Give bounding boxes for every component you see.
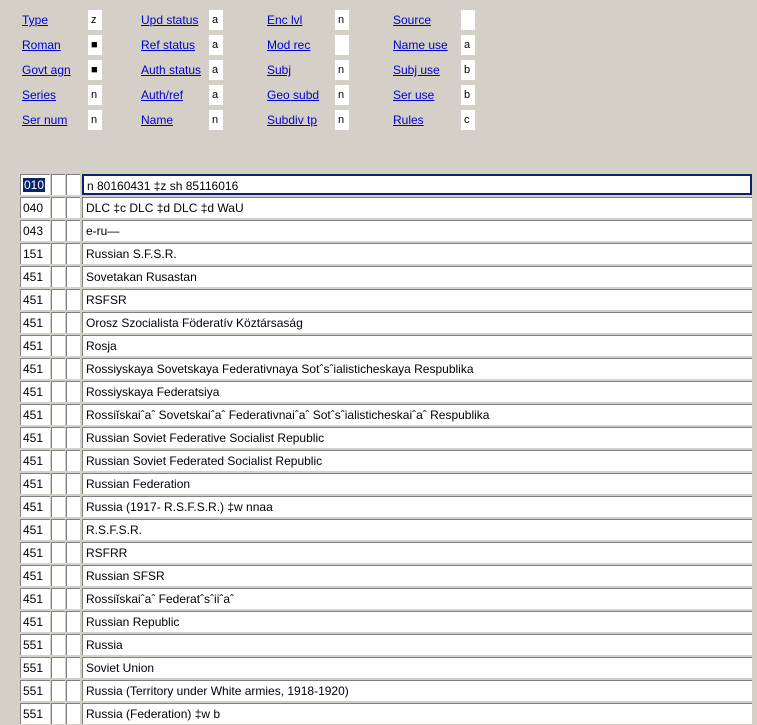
indicator-2-cell[interactable]	[66, 289, 80, 310]
indicator-1-cell[interactable]	[51, 289, 65, 310]
indicator-2-cell[interactable]	[66, 496, 80, 517]
tag-cell[interactable]: 040	[20, 197, 50, 218]
table-row[interactable]	[0, 289, 757, 311]
content-cell[interactable]: DLC ‡c DLC ‡d DLC ‡d WaU	[82, 197, 752, 218]
field-value-subj[interactable]: n	[335, 60, 349, 80]
indicator-2-cell[interactable]	[66, 381, 80, 402]
indicator-1-cell[interactable]	[51, 657, 65, 678]
tag-cell[interactable]: 451	[20, 427, 50, 448]
field-value-enc-lvl[interactable]: n	[335, 10, 349, 30]
indicator-1-cell[interactable]	[51, 243, 65, 264]
table-row[interactable]	[0, 680, 757, 702]
table-row[interactable]	[0, 312, 757, 334]
field-value-source[interactable]	[461, 10, 475, 30]
field-value-subdiv-tp[interactable]: n	[335, 110, 349, 130]
field-label-upd-status[interactable]: Upd status	[141, 13, 199, 27]
tag-cell[interactable]: 551	[20, 657, 50, 678]
indicator-1-cell[interactable]	[51, 680, 65, 701]
indicator-2-cell[interactable]	[66, 542, 80, 563]
indicator-1-cell[interactable]	[51, 519, 65, 540]
content-cell[interactable]: Russia (Territory under White armies, 1918-1920)	[82, 680, 752, 701]
table-row[interactable]	[0, 174, 757, 196]
content-cell[interactable]: Russia (Federation) ‡w b	[82, 703, 752, 724]
field-label-mod-rec[interactable]: Mod rec	[267, 38, 311, 52]
field-label-type[interactable]: Type	[22, 13, 49, 27]
indicator-2-cell[interactable]	[66, 519, 80, 540]
tag-cell[interactable]: 551	[20, 634, 50, 655]
field-value-govt-agn[interactable]: ■	[88, 60, 102, 80]
content-cell[interactable]: Russian S.F.S.R.	[82, 243, 752, 264]
tag-cell[interactable]: 451	[20, 496, 50, 517]
indicator-2-cell[interactable]	[66, 680, 80, 701]
tag-cell[interactable]: 551	[20, 703, 50, 724]
field-value-roman[interactable]: ■	[88, 35, 102, 55]
field-label-ser-num[interactable]: Ser num	[22, 113, 68, 127]
indicator-2-cell[interactable]	[66, 588, 80, 609]
indicator-2-cell[interactable]	[66, 174, 80, 195]
table-row[interactable]	[0, 565, 757, 587]
indicator-1-cell[interactable]	[51, 634, 65, 655]
indicator-2-cell[interactable]	[66, 611, 80, 632]
content-cell[interactable]: R.S.F.S.R.	[82, 519, 752, 540]
tag-cell[interactable]: 451	[20, 611, 50, 632]
table-row[interactable]	[0, 266, 757, 288]
content-cell[interactable]: Sovetakan Rusastan	[82, 266, 752, 287]
field-label-ser-use[interactable]: Ser use	[393, 88, 435, 102]
table-row[interactable]	[0, 358, 757, 380]
field-value-subj-use[interactable]: b	[461, 60, 475, 80]
tag-cell[interactable]: 451	[20, 335, 50, 356]
content-cell[interactable]: Russia (1917- R.S.F.S.R.) ‡w nnaa	[82, 496, 752, 517]
table-row[interactable]	[0, 588, 757, 610]
field-value-mod-rec[interactable]	[335, 35, 349, 55]
table-row[interactable]	[0, 496, 757, 518]
table-row[interactable]	[0, 542, 757, 564]
indicator-1-cell[interactable]	[51, 542, 65, 563]
indicator-1-cell[interactable]	[51, 381, 65, 402]
tag-cell[interactable]: 451	[20, 450, 50, 471]
tag-cell[interactable]: 451	[20, 289, 50, 310]
content-cell[interactable]: n 80160431 ‡z sh 85116016	[82, 174, 752, 195]
table-row[interactable]	[0, 381, 757, 403]
field-value-rules[interactable]: c	[461, 110, 475, 130]
field-value-type[interactable]: z	[88, 10, 102, 30]
field-label-rules[interactable]: Rules	[393, 113, 424, 127]
indicator-2-cell[interactable]	[66, 427, 80, 448]
field-value-ser-num[interactable]: n	[88, 110, 102, 130]
fixed-fields-panel	[0, 0, 757, 160]
tag-cell[interactable]: 451	[20, 358, 50, 379]
indicator-1-cell[interactable]	[51, 335, 65, 356]
tag-cell[interactable]: 551	[20, 680, 50, 701]
tag-cell[interactable]: 451	[20, 381, 50, 402]
indicator-1-cell[interactable]	[51, 312, 65, 333]
field-value-upd-status[interactable]: a	[209, 10, 223, 30]
field-label-source[interactable]: Source	[393, 13, 432, 27]
table-row[interactable]	[0, 450, 757, 472]
content-cell[interactable]: Rossiyskaya Sovetskaya Federativnaya Sotˆsˆialisticheskaya Respublika	[82, 358, 752, 379]
field-value-name[interactable]: n	[209, 110, 223, 130]
tag-cell[interactable]	[20, 174, 50, 195]
table-row[interactable]	[0, 519, 757, 541]
indicator-1-cell[interactable]	[51, 427, 65, 448]
field-label-roman[interactable]: Roman	[22, 38, 61, 52]
tag-cell[interactable]: 451	[20, 519, 50, 540]
indicator-1-cell[interactable]	[51, 404, 65, 425]
indicator-1-cell[interactable]	[51, 266, 65, 287]
field-label-subj-use[interactable]: Subj use	[393, 63, 440, 77]
field-label-series[interactable]: Series	[22, 88, 57, 102]
content-cell[interactable]: Russian Republic	[82, 611, 752, 632]
field-value-ref-status[interactable]: a	[209, 35, 223, 55]
tag-cell[interactable]: 451	[20, 473, 50, 494]
content-cell[interactable]: Russian SFSR	[82, 565, 752, 586]
content-cell[interactable]: Rossiĭskaiˆaˆ Federatˆsˆiiˆaˆ	[82, 588, 752, 609]
field-value-series[interactable]: n	[88, 85, 102, 105]
tag-cell[interactable]: 451	[20, 588, 50, 609]
field-value-ser-use[interactable]: b	[461, 85, 475, 105]
field-label-name[interactable]: Name	[141, 113, 174, 127]
indicator-1-cell[interactable]	[51, 588, 65, 609]
table-row[interactable]	[0, 611, 757, 633]
table-row[interactable]	[0, 427, 757, 449]
field-label-subj[interactable]: Subj	[267, 63, 292, 77]
content-cell[interactable]: RSFRR	[82, 542, 752, 563]
field-label-auth-ref[interactable]: Auth/ref	[141, 88, 184, 102]
table-row[interactable]	[0, 657, 757, 679]
field-label-govt-agn[interactable]: Govt agn	[22, 63, 71, 77]
indicator-1-cell[interactable]	[51, 703, 65, 724]
content-cell[interactable]: Rossiĭskaiˆaˆ Sovetskaiˆaˆ Federativnaiˆaˆ Sotˆsˆialisticheskaiˆaˆ Respublika	[82, 404, 752, 425]
indicator-2-cell[interactable]	[66, 473, 80, 494]
table-row[interactable]	[0, 703, 757, 725]
indicator-1-cell[interactable]	[51, 197, 65, 218]
indicator-2-cell[interactable]	[66, 404, 80, 425]
indicator-2-cell[interactable]	[66, 335, 80, 356]
indicator-1-cell[interactable]	[51, 450, 65, 471]
indicator-1-cell[interactable]	[51, 174, 65, 195]
table-row[interactable]	[0, 404, 757, 426]
content-cell[interactable]: e-ru—	[82, 220, 752, 241]
table-row[interactable]	[0, 243, 757, 265]
table-row[interactable]	[0, 335, 757, 357]
tag-cell[interactable]: 451	[20, 266, 50, 287]
content-cell[interactable]: RSFSR	[82, 289, 752, 310]
indicator-2-cell[interactable]	[66, 243, 80, 264]
indicator-1-cell[interactable]	[51, 358, 65, 379]
indicator-2-cell[interactable]	[66, 657, 80, 678]
field-label-geo-subd[interactable]: Geo subd	[267, 88, 320, 102]
content-cell[interactable]: Soviet Union	[82, 657, 752, 678]
indicator-1-cell[interactable]	[51, 611, 65, 632]
indicator-2-cell[interactable]	[66, 266, 80, 287]
indicator-2-cell[interactable]	[66, 197, 80, 218]
table-row[interactable]	[0, 220, 757, 242]
field-label-subdiv-tp[interactable]: Subdiv tp	[267, 113, 318, 127]
tag-cell[interactable]: 451	[20, 312, 50, 333]
table-row[interactable]	[0, 634, 757, 656]
indicator-1-cell[interactable]	[51, 473, 65, 494]
indicator-2-cell[interactable]	[66, 220, 80, 241]
indicator-2-cell[interactable]	[66, 358, 80, 379]
content-cell[interactable]: Orosz Szocialista Föderatív Köztársaság	[82, 312, 752, 333]
tag-cell[interactable]: 451	[20, 542, 50, 563]
indicator-2-cell[interactable]	[66, 703, 80, 724]
field-value-auth-status[interactable]: a	[209, 60, 223, 80]
indicator-1-cell[interactable]	[51, 220, 65, 241]
indicator-1-cell[interactable]	[51, 496, 65, 517]
indicator-2-cell[interactable]	[66, 634, 80, 655]
field-label-enc-lvl[interactable]: Enc lvl	[267, 13, 303, 27]
indicator-2-cell[interactable]	[66, 565, 80, 586]
tag-cell[interactable]: 151	[20, 243, 50, 264]
tag-cell[interactable]: 043	[20, 220, 50, 241]
indicator-2-cell[interactable]	[66, 312, 80, 333]
table-row[interactable]	[0, 473, 757, 495]
field-value-name-use[interactable]: a	[461, 35, 475, 55]
field-value-auth-ref[interactable]: a	[209, 85, 223, 105]
tag-text: 010	[24, 178, 45, 192]
content-cell[interactable]: Rosja	[82, 335, 752, 356]
content-cell[interactable]: Russian Soviet Federated Socialist Republic	[82, 450, 752, 471]
field-label-auth-status[interactable]: Auth status	[141, 63, 202, 77]
content-cell[interactable]: Rossiyskaya Federatsiya	[82, 381, 752, 402]
content-cell[interactable]: Russian Soviet Federative Socialist Republic	[82, 427, 752, 448]
field-label-ref-status[interactable]: Ref status	[141, 38, 196, 52]
tag-cell[interactable]: 451	[20, 404, 50, 425]
content-cell[interactable]: Russia	[82, 634, 752, 655]
field-label-name-use[interactable]: Name use	[393, 38, 448, 52]
content-cell[interactable]: Russian Federation	[82, 473, 752, 494]
field-value-geo-subd[interactable]: n	[335, 85, 349, 105]
tag-cell[interactable]: 451	[20, 565, 50, 586]
indicator-2-cell[interactable]	[66, 450, 80, 471]
indicator-1-cell[interactable]	[51, 565, 65, 586]
table-row[interactable]	[0, 197, 757, 219]
